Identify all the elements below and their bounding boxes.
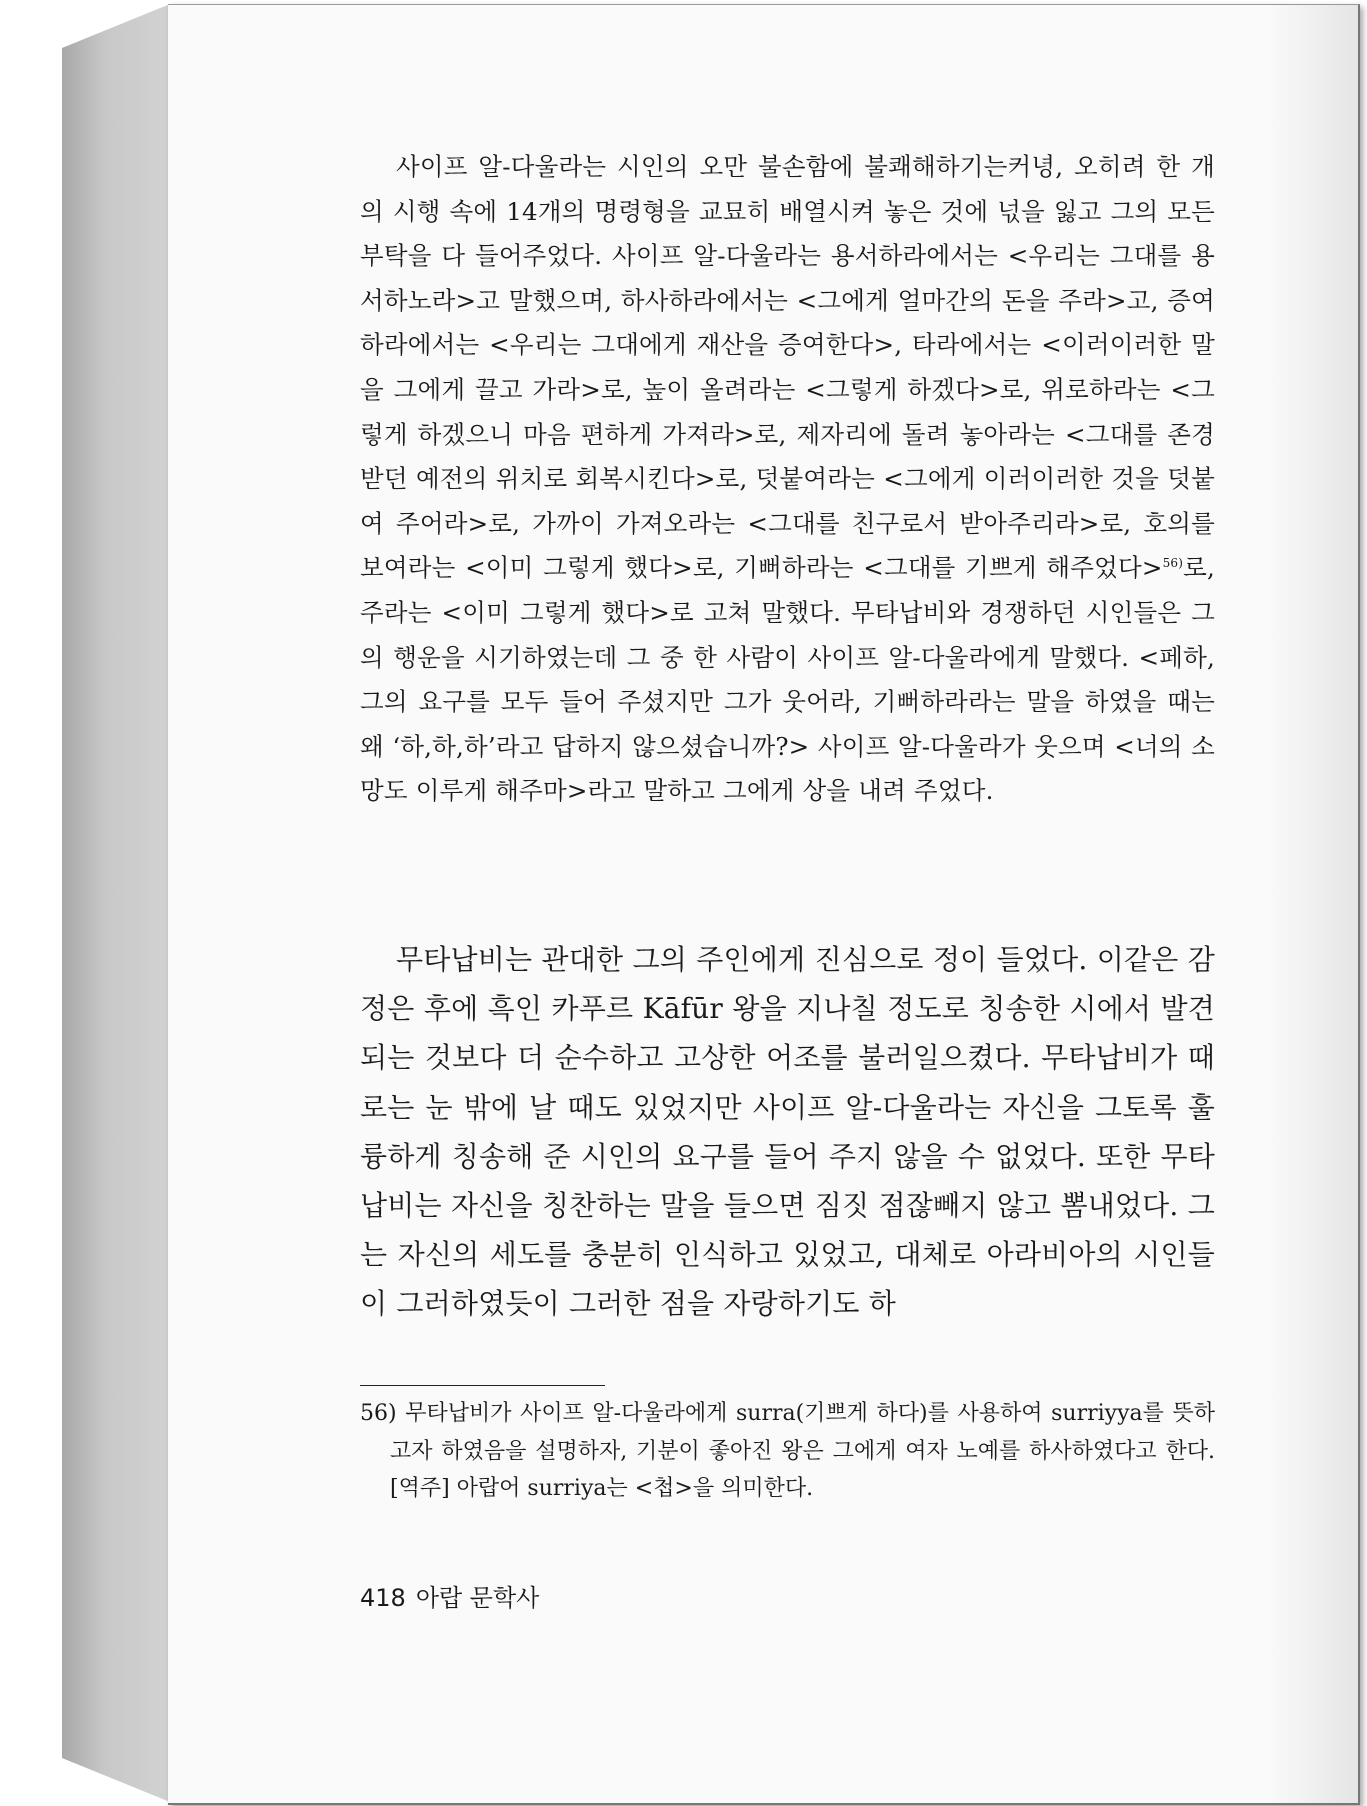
footnote-56: 56) 무타납비가 사이프 알-다울라에게 surra(기쁘게 하다)를 사용하여 surriyya를 뜻하고자 하였음을 설명하자, 기분이 좋아진 왕은 그에게 여자 노예를 하사하였다고 한다. [역주] 아랍어 surriya는 <첩>을 의미한다. [360,1401,1215,1501]
body-paragraph-1 [360,145,1215,814]
page-number: 418 [360,1584,406,1612]
page-content [360,145,1215,1612]
footnote-divider [360,1385,605,1386]
book-title: 아랍 문학사 [415,1584,540,1612]
body-paragraph-2: 무타납비는 관대한 그의 주인에게 진심으로 정이 들었다. 이같은 감정은 후에 흑인 카푸르 Kāfūr 왕을 지나칠 정도로 칭송한 시에서 발견되는 것보다 더 순수하고 고상한 어조를 불러일으켰다. 무타납비가 때로는 눈 밖에 날 때도 있었지만 사이프 알-다울라는 자신을 그토록 훌륭하게 칭송해 준 시인의 요구를 들어 주지 않을 수 없었다. 또한 무타납비는 자신을 칭찬하는 말을 들으면 짐짓 점잖빼지 않고 뽐내었다. 그는 자신의 세도를 충분히 인식하고 있었고, 대체로 아라비아의 시인들이 그러하였듯이 그러한 점을 자랑하기도 하 [360,943,1215,1321]
page-footer [360,1578,539,1613]
paragraph-1-text-a: 사이프 알-다울라는 시인의 오만 불손함에 불쾌해하기는커녕, 오히려 한 개의 시행 속에 14개의 명령형을 교묘히 배열시켜 놓은 것에 넋을 잃고 그의 모든 부탁을 다 들어주었다. 사이프 알-다울라는 용서하라에서는 <우리는 그대를 용서하노라>고 말했으며, 하사하라에서는 <그에게 얼마간의 돈을 주라>고, 증여하라에서는 <우리는 그대에게 재산을 증여한다>, 타라에서는 <이러이러한 말을 그에게 끌고 가라>로, 높이 올려라는 <그렇게 하겠다>로, 위로하라는 <그렇게 하겠으니 마음 편하게 가져라>로, 제자리에 돌려 놓아라는 <그대를 존경받던 예전의 위치로 회복시킨다>로, 덧붙여라는 <그에게 이러이러한 것을 덧붙여 주어라>로, 가까이 가져오라는 <그대를 친구로서 받아주리라>로, 호의를 보여라는 <이미 그렇게 했다>로, 기뻐하라는 <그대를 기쁘게 해주었다> [360,152,1215,583]
book-spine-edge [62,4,170,1802]
book-page [168,4,1360,1805]
footnote-reference: 56) [1162,556,1184,571]
paragraph-1-text-b: 로, 주라는 <이미 그렇게 했다>로 고쳐 말했다. 무타납비와 경쟁하던 시인들은 그의 행운을 시기하였는데 그 중 한 사람이 사이프 알-다울라에게 말했다. <페하, 그의 요구를 모두 들어 주셨지만 그가 웃어라, 기뻐하라라는 말을 하였을 때는 왜 ‘하,하,하’라고 답하지 않으셨습니까?> 사이프 알-다울라가 웃으며 <너의 소망도 이루게 해주마>라고 말하고 그에게 상을 내려 주었다. [360,553,1215,806]
